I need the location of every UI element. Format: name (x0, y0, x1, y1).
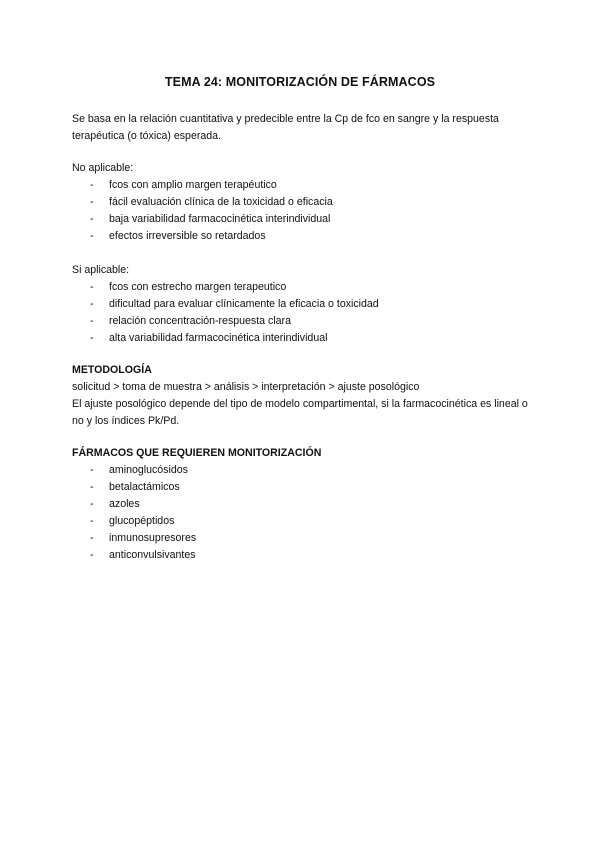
list-item (72, 279, 532, 296)
spacer (72, 430, 532, 445)
list-item (72, 547, 532, 564)
spacer (72, 245, 532, 262)
list-item (72, 530, 532, 547)
list-item-text: alta variabilidad farmacocinética interindividual (109, 332, 328, 344)
dash-bullet: - (90, 196, 94, 208)
spacer (72, 347, 532, 362)
list-item (72, 228, 532, 245)
list-item (72, 296, 532, 313)
list-item-text: dificultad para evaluar clínicamente la eficacia o toxicidad (109, 298, 379, 310)
list-item-text: baja variabilidad farmacocinética interindividual (109, 213, 331, 225)
si-aplicable-list (72, 279, 532, 347)
list-item (72, 177, 532, 194)
dash-bullet: - (90, 281, 94, 293)
dash-bullet: - (90, 332, 94, 344)
metodologia-heading: METODOLOGÍA (72, 364, 152, 376)
list-item (72, 513, 532, 530)
dash-bullet: - (90, 549, 94, 561)
list-item (72, 479, 532, 496)
dash-bullet: - (90, 315, 94, 327)
list-item-text: anticonvulsivantes (109, 549, 196, 561)
list-item-text: fcos con estrecho margen terapeutico (109, 281, 287, 293)
list-item (72, 462, 532, 479)
dash-bullet: - (90, 498, 94, 510)
farmacos-heading: FÁRMACOS QUE REQUIEREN MONITORIZACIÓN (72, 447, 322, 459)
list-item-text: aminoglucósidos (109, 464, 188, 476)
list-item-text: relación concentración-respuesta clara (109, 315, 291, 327)
no-aplicable-label: No aplicable: (72, 162, 134, 174)
dash-bullet: - (90, 213, 94, 225)
no-aplicable-list (72, 177, 532, 245)
list-item-text: glucopéptidos (109, 515, 175, 527)
dash-bullet: - (90, 515, 94, 527)
list-item-text: azoles (109, 498, 140, 510)
list-item (72, 211, 532, 228)
metodologia-steps: solicitud > toma de muestra > análisis > interpretación > ajuste posológico (72, 381, 420, 393)
dash-bullet: - (90, 298, 94, 310)
list-item-text: efectos irreversible so retardados (109, 230, 266, 242)
document-title: TEMA 24: MONITORIZACIÓN DE FÁRMACOS (164, 75, 436, 89)
dash-bullet: - (90, 481, 94, 493)
list-item (72, 330, 532, 347)
dash-bullet: - (90, 532, 94, 544)
document-body (72, 111, 532, 564)
dash-bullet: - (90, 230, 94, 242)
list-item (72, 313, 532, 330)
list-item-text: betalactámicos (109, 481, 180, 493)
dash-bullet: - (90, 179, 94, 191)
metodologia-note: El ajuste posológico depende del tipo de modelo compartimental, si la farmacocinética es lineal o no y los índices Pk/Pd. (72, 398, 528, 427)
list-item (72, 496, 532, 513)
list-item-text: inmunosupresores (109, 532, 197, 544)
list-item-text: fácil evaluación clínica de la toxicidad o eficacia (109, 196, 333, 208)
intro-paragraph: Se basa en la relación cuantitativa y predecible entre la Cp de fco en sangre y la respuesta terapéutica (o tóxica) esperada. (72, 113, 499, 142)
si-aplicable-label: Si aplicable: (72, 264, 130, 276)
dash-bullet: - (90, 464, 94, 476)
spacer (72, 145, 532, 160)
farmacos-list (72, 462, 532, 564)
list-item-text: fcos con amplio margen terapéutico (109, 179, 277, 191)
list-item (72, 194, 532, 211)
